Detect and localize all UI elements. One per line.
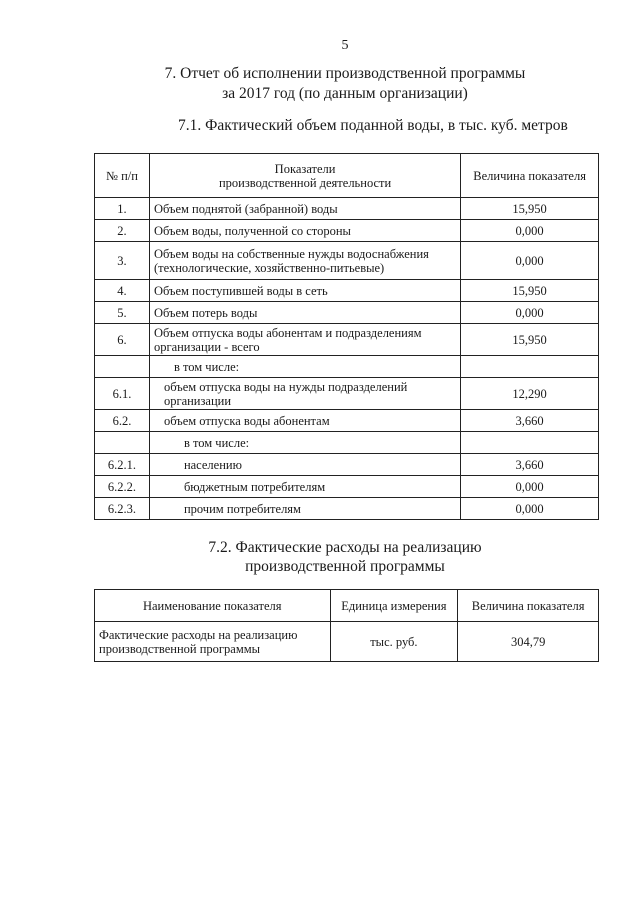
row-value: 0,000: [461, 498, 599, 520]
table2-title-line1: 7.2. Фактические расходы на реализацию: [208, 539, 482, 556]
row-value: 0,000: [461, 476, 599, 498]
row-value: [461, 356, 599, 378]
row-num: 6.2.3.: [95, 498, 150, 520]
table-row: [95, 198, 599, 220]
table1-title: 7.1. Фактический объем поданной воды, в тыс. куб. метров: [178, 117, 568, 134]
header-name: Наименование показателя: [95, 590, 331, 622]
row-name: Объем воды, полученной со стороны: [149, 220, 460, 242]
header-unit: Единица измерения: [330, 590, 458, 622]
table-row: [95, 498, 599, 520]
table-row: [95, 220, 599, 242]
row-num: 1.: [95, 198, 150, 220]
row-name: Объем поднятой (забранной) воды: [149, 198, 460, 220]
water-volume-table: [94, 153, 599, 520]
row-value: 15,950: [461, 324, 599, 356]
table-header-row: [95, 590, 599, 622]
row-unit: тыс. руб.: [330, 622, 458, 662]
expenses-table: [94, 589, 599, 662]
table-row: [95, 324, 599, 356]
row-value: 3,660: [461, 410, 599, 432]
row-name: Объем потерь воды: [149, 302, 460, 324]
row-value: 3,660: [461, 454, 599, 476]
row-name: в том числе:: [149, 432, 460, 454]
page-number: 5: [341, 38, 349, 53]
row-num: 6.1.: [95, 378, 150, 410]
row-name: в том числе:: [149, 356, 460, 378]
row-value: 12,290: [461, 378, 599, 410]
row-name: населению: [149, 454, 460, 476]
row-name: Объем воды на собственные нужды водоснабжения (технологические, хозяйственно-питьевые): [149, 242, 460, 280]
header-value: Величина показателя: [461, 154, 599, 198]
header-name-line1: Показатели: [274, 161, 336, 176]
header-num: № п/п: [95, 154, 150, 198]
row-num: 6.2.1.: [95, 454, 150, 476]
row-value: 15,950: [461, 280, 599, 302]
header-name-line2: производственной деятельности: [218, 175, 392, 190]
table-row: [95, 622, 599, 662]
row-value: 15,950: [461, 198, 599, 220]
row-name: прочим потребителям: [149, 498, 460, 520]
row-num: [95, 432, 150, 454]
table-row: [95, 356, 599, 378]
section-title-line2: за 2017 год (по данным организации): [222, 85, 468, 102]
table-row: [95, 242, 599, 280]
row-name: Объем отпуска воды абонентам и подразделениям организации - всего: [149, 324, 460, 356]
table-header-row: [95, 154, 599, 198]
row-name: объем отпуска воды на нужды подразделений организации: [149, 378, 460, 410]
row-num: 4.: [95, 280, 150, 302]
row-num: 2.: [95, 220, 150, 242]
row-name: Фактические расходы на реализацию производственной программы: [95, 622, 331, 662]
header-name: [149, 154, 460, 198]
header-value: Величина показателя: [458, 590, 599, 622]
row-num: [95, 356, 150, 378]
table-row: [95, 302, 599, 324]
table-row: [95, 476, 599, 498]
row-value: 304,79: [458, 622, 599, 662]
table-row: [95, 410, 599, 432]
table2-title-line2: производственной программы: [245, 558, 445, 575]
row-name: Объем поступившей воды в сеть: [149, 280, 460, 302]
row-name: бюджетным потребителям: [149, 476, 460, 498]
section-title-line1: 7. Отчет об исполнении производственной программы: [164, 65, 526, 82]
row-value: 0,000: [461, 220, 599, 242]
row-num: 5.: [95, 302, 150, 324]
table-row: [95, 378, 599, 410]
row-num: 3.: [95, 242, 150, 280]
table-row: [95, 280, 599, 302]
row-value: 0,000: [461, 242, 599, 280]
row-value: [461, 432, 599, 454]
row-num: 6.2.: [95, 410, 150, 432]
row-num: 6.2.2.: [95, 476, 150, 498]
row-value: 0,000: [461, 302, 599, 324]
table-row: [95, 454, 599, 476]
row-num: 6.: [95, 324, 150, 356]
row-name: объем отпуска воды абонентам: [149, 410, 460, 432]
table-row: [95, 432, 599, 454]
